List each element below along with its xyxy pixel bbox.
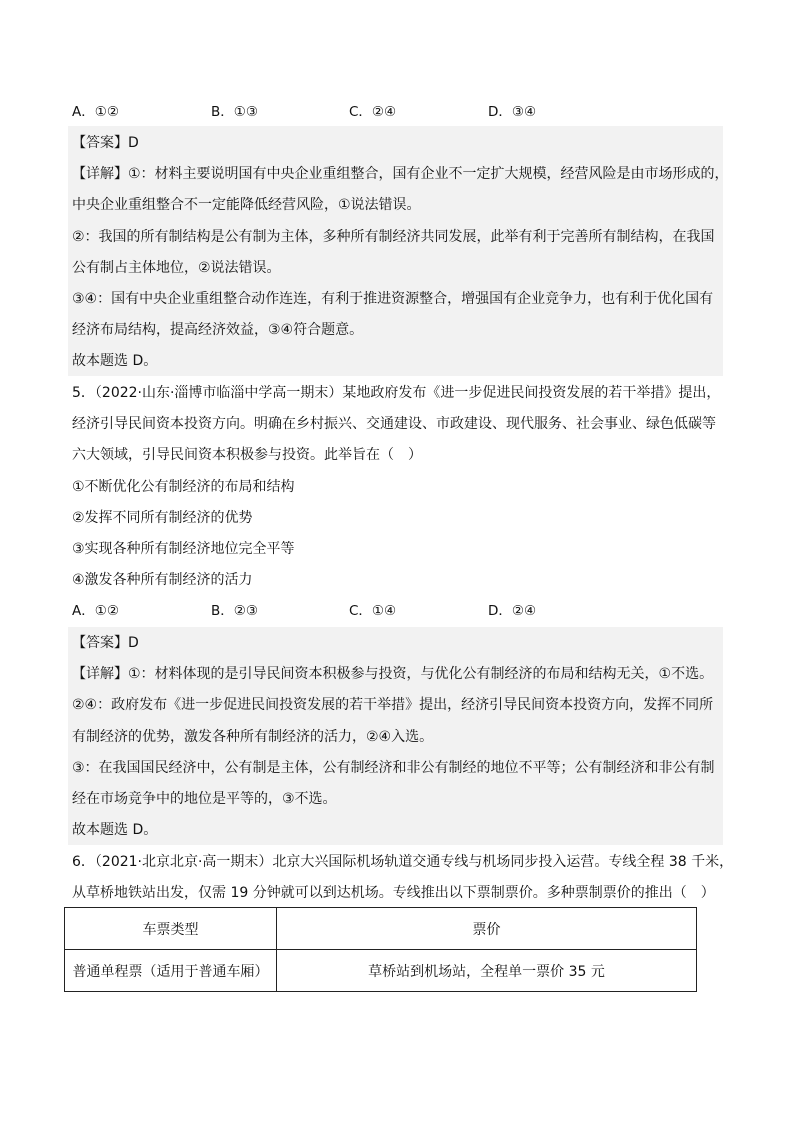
q5-detail-line: ③：在我国国民经济中，公有制是主体，公有制经济和非公有制经的地位不平等；公有制经济和非公有制: [72, 760, 715, 776]
table-header-cell: 票价: [277, 908, 697, 950]
q5-detail-line: 有制经济的优势，激发各种所有制经济的活力，②④入选。: [72, 729, 434, 745]
q4-detail-line: 经济布局结构，提高经济效益，③④符合题意。: [72, 322, 364, 338]
q5-answer: 【答案】D: [72, 635, 139, 651]
q5-stem-line: 六大领域，引导民间资本积极参与投资。此举旨在（ ）: [72, 447, 422, 463]
q5-statement: ②发挥不同所有制经济的优势: [72, 510, 253, 526]
q4-option-c: C．②④: [349, 104, 397, 120]
q6-stem-line: 6．（2021·北京北京·高一期末）北京大兴国际机场轨道交通专线与机场同步投入运营。专线全程 38 千米，: [72, 854, 734, 870]
q4-detail-line: 公有制占主体地位，②说法错误。: [72, 260, 281, 276]
table-cell: 普通单程票（适用于普通车厢）: [65, 950, 277, 992]
q5-option-b: B．②③: [211, 603, 258, 619]
q4-detail-line: ③④：国有中央企业重组整合动作连连，有利于推进资源整合，增强国有企业竞争力，也有利于优化国有: [72, 291, 714, 307]
q5-statement: ①不断优化公有制经济的布局和结构: [72, 479, 295, 495]
q4-option-d: D．③④: [488, 104, 537, 120]
table-row: [65, 950, 697, 992]
table-header-cell: 车票类型: [65, 908, 277, 950]
q5-detail-line: 经在市场竞争中的地位是平等的，③不选。: [72, 791, 337, 807]
q5-option-c: C．①④: [349, 603, 397, 619]
q4-detail-line: 【详解】①：材料主要说明国有中央企业重组整合，国有企业不一定扩大规模，经营风险是由市场形成的，: [72, 166, 729, 182]
q6-stem-line: 从草桥地铁站出发，仅需 19 分钟就可以到达机场。专线推出以下票制票价。多种票制票价的推出（ ）: [72, 885, 715, 901]
q5-stem-line: 经济引导民间资本投资方向。明确在乡村振兴、交通建设、市政建设、现代服务、社会事业、绿色低碳等: [72, 416, 716, 432]
q5-statement: ③实现各种所有制经济地位完全平等: [72, 541, 295, 557]
table-header-row: [65, 908, 697, 950]
q5-detail-line: 故本题选 D。: [72, 822, 158, 838]
q5-detail-line: ②④：政府发布《进一步促进民间投资发展的若干举措》提出，经济引导民间资本投资方向，发挥不同所: [72, 697, 714, 713]
q4-option-a: A．①②: [72, 104, 119, 120]
ticket-price-table: [64, 907, 697, 992]
table-cell: 草桥站到机场站，全程单一票价 35 元: [277, 950, 697, 992]
q4-detail-line: ②：我国的所有制结构是公有制为主体，多种所有制经济共同发展，此举有利于完善所有制结构，在我国: [72, 229, 715, 245]
q4-option-b: B．①③: [211, 104, 258, 120]
q5-stem-line: 5．（2022·山东·淄博市临淄中学高一期末）某地政府发布《进一步促进民间投资发展的若干举措》提出，: [72, 385, 721, 401]
q4-answer: 【答案】D: [72, 135, 139, 151]
q5-option-a: A．①②: [72, 603, 119, 619]
q5-statement: ④激发各种所有制经济的活力: [72, 572, 253, 588]
q5-detail-line: 【详解】①：材料体现的是引导民间资本积极参与投资，与优化公有制经济的布局和结构无关，①不选。: [72, 666, 714, 682]
q4-detail-line: 中央企业重组整合不一定能降低经营风险，①说法错误。: [72, 197, 421, 213]
q4-detail-line: 故本题选 D。: [72, 353, 158, 369]
q5-option-d: D．②④: [488, 603, 537, 619]
